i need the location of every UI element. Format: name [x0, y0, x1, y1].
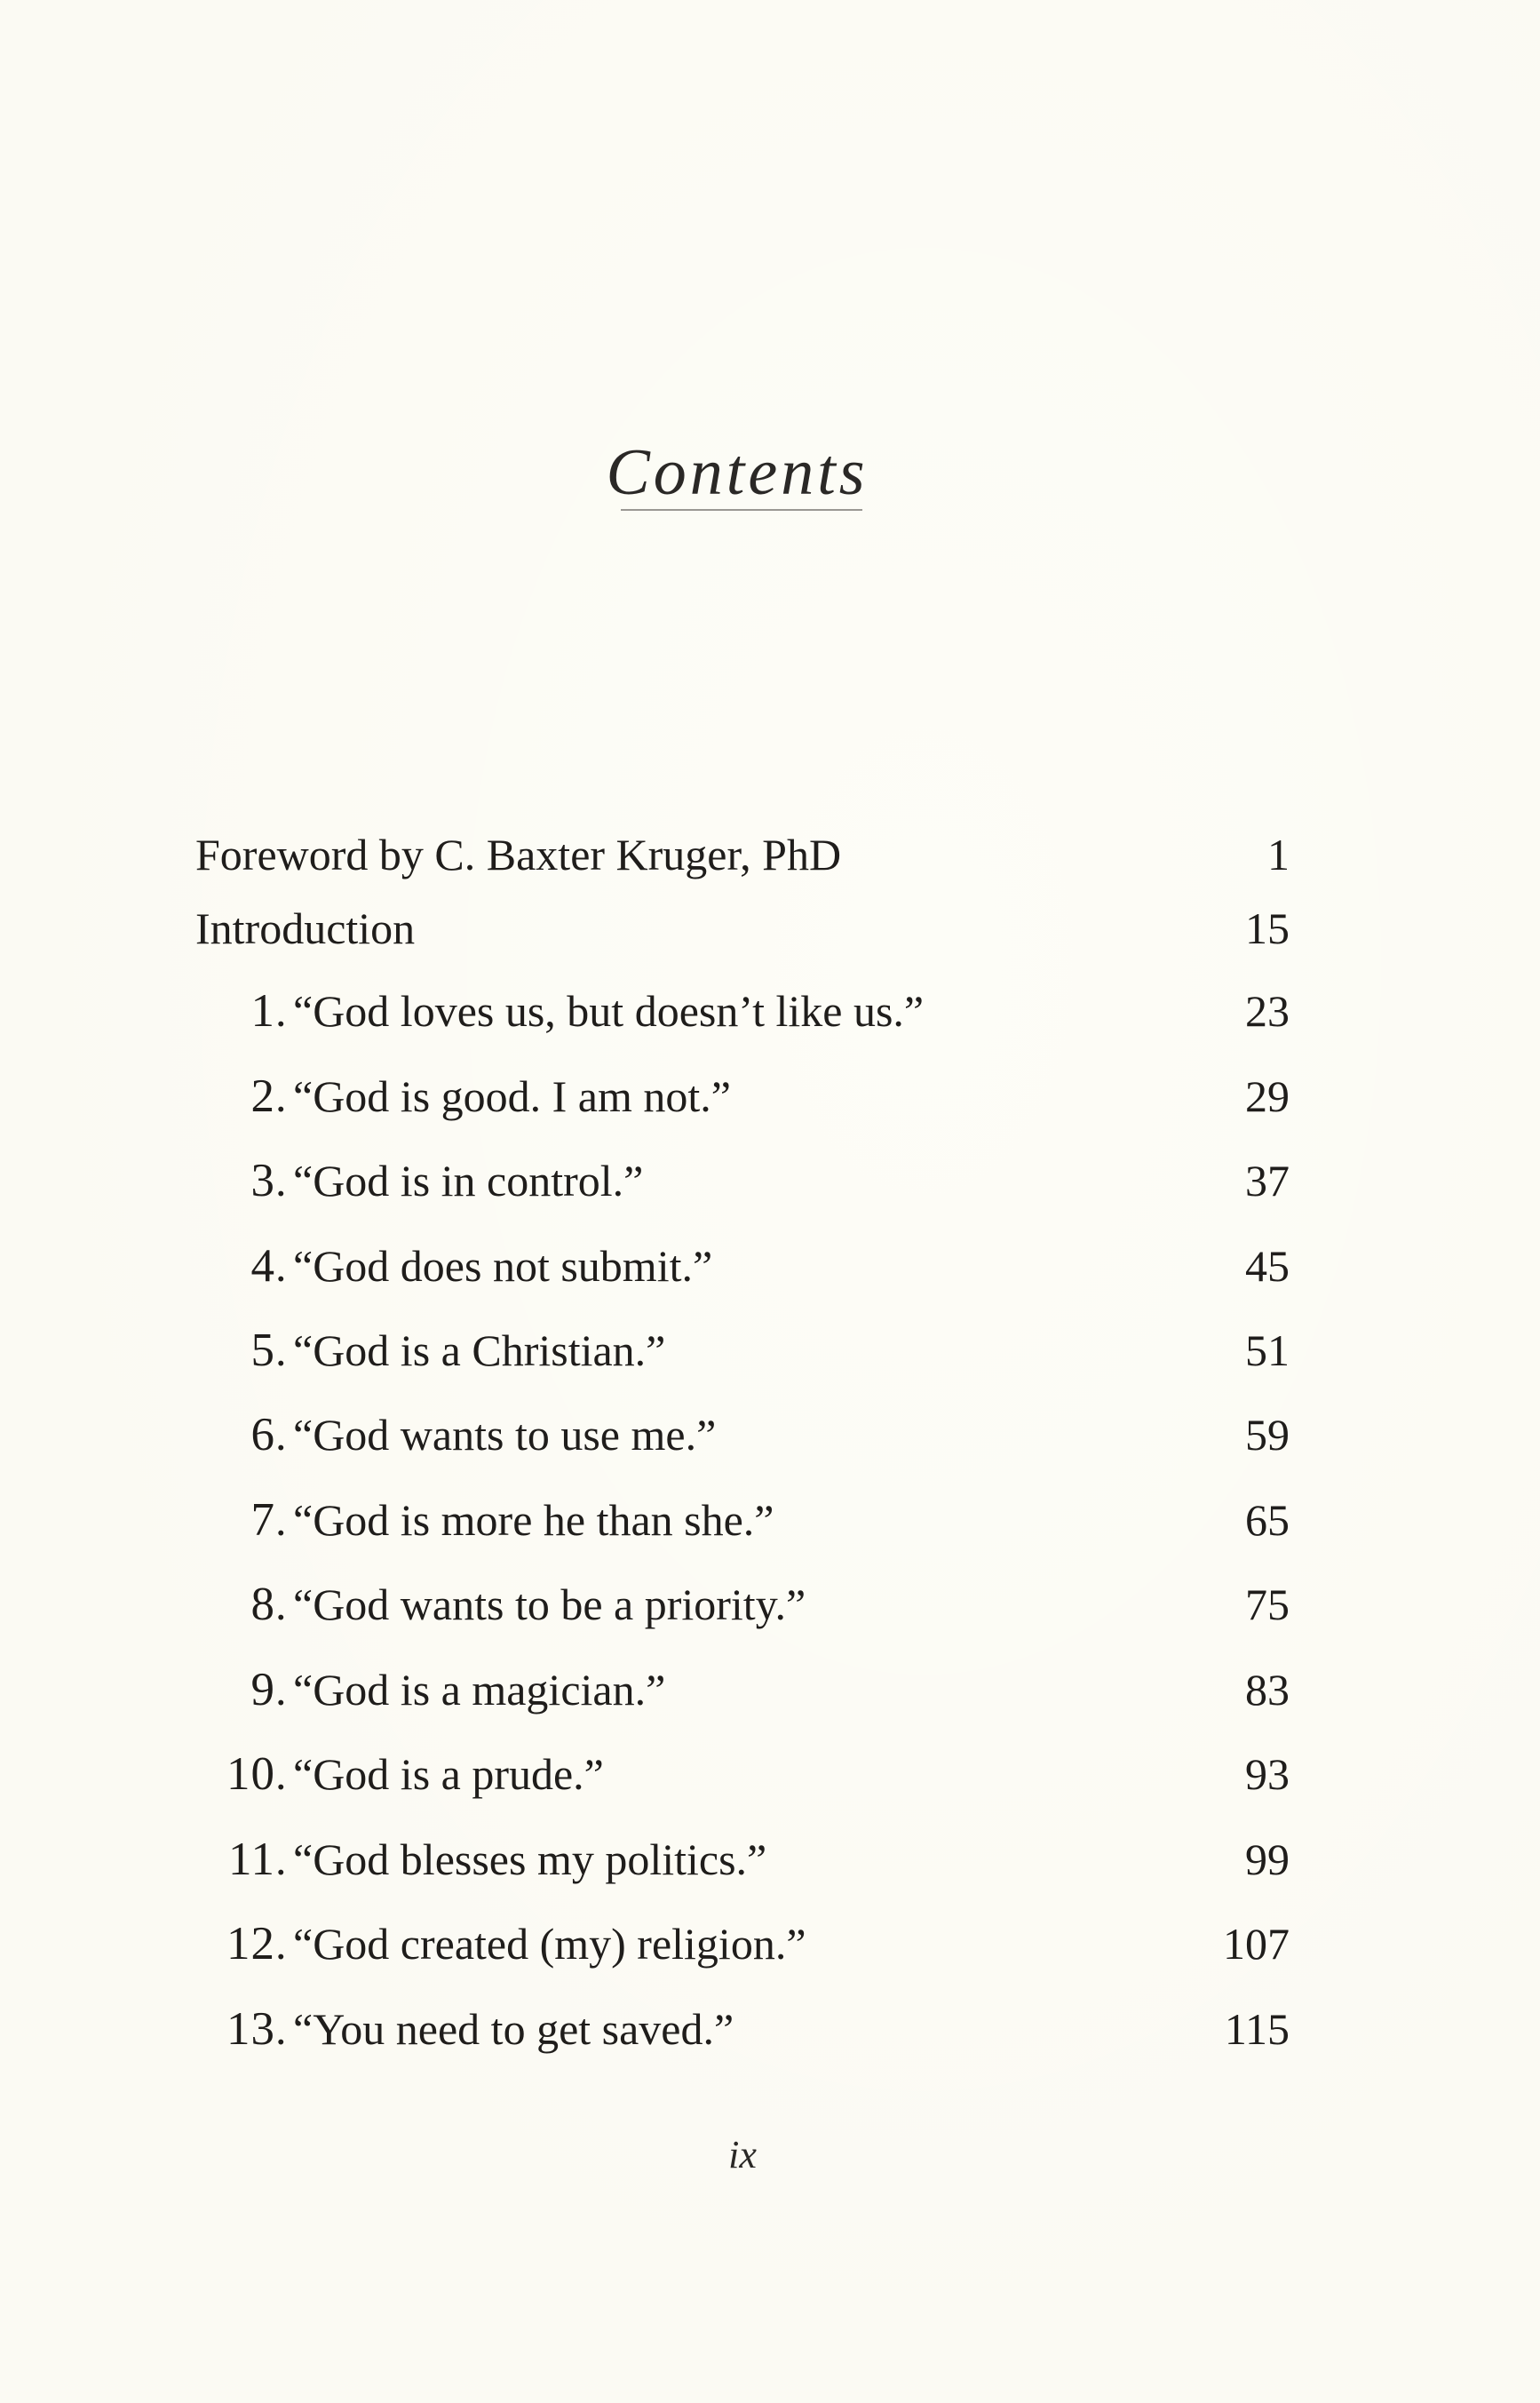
page-number-folio: ix	[728, 2133, 757, 2176]
chapter-title: “God blesses my politics.”	[293, 1834, 767, 1884]
chapter-title: “You need to get saved.”	[293, 2004, 734, 2054]
chapter-number: 9	[250, 1664, 275, 1715]
chapter-number: 7	[250, 1494, 275, 1546]
chapter-title: “God wants to be a priority.”	[293, 1579, 806, 1629]
chapter-page: 93	[1245, 1749, 1290, 1799]
chapter-page: 29	[1245, 1071, 1290, 1121]
chapter-title: “God created (my) religion.”	[293, 1919, 806, 1969]
chapter-page: 23	[1245, 986, 1290, 1036]
chapter-page: 65	[1245, 1495, 1290, 1545]
toc-entry-chapter-6[interactable]	[0, 1395, 1540, 1475]
toc-entry-chapter-5[interactable]	[0, 1310, 1540, 1390]
toc-entry-chapter-1[interactable]	[0, 971, 1540, 1051]
toc-entry-chapter-3[interactable]	[0, 1141, 1540, 1221]
toc-entry-chapter-10[interactable]	[0, 1734, 1540, 1814]
chapter-number-dot: .	[275, 1241, 287, 1291]
chapter-number: 6	[250, 1409, 275, 1460]
chapter-number: 13	[226, 2003, 275, 2055]
toc-entry-chapter-7[interactable]	[0, 1480, 1540, 1560]
chapter-number-dot: .	[275, 1834, 287, 1884]
chapter-number-dot: .	[275, 1156, 287, 1205]
chapter-title: “God does not submit.”	[293, 1241, 713, 1291]
toc-entry-chapter-13[interactable]	[0, 1989, 1540, 2069]
chapter-number: 12	[226, 1918, 275, 1969]
chapter-number: 8	[250, 1579, 275, 1630]
toc-entry-chapter-12[interactable]	[0, 1904, 1540, 1984]
chapter-number-dot: .	[275, 1919, 287, 1969]
toc-entry-chapter-9[interactable]	[0, 1650, 1540, 1730]
chapter-title: “God is good. I am not.”	[293, 1071, 731, 1121]
toc-entry-page: 1	[1267, 830, 1290, 879]
chapter-number-dot: .	[275, 1495, 287, 1545]
toc-entry-foreword[interactable]	[0, 815, 1540, 895]
chapter-number-dot: .	[275, 1410, 287, 1460]
chapter-number-dot: .	[275, 2004, 287, 2054]
chapter-page: 99	[1245, 1834, 1290, 1884]
chapter-title: “God is a Christian.”	[293, 1325, 666, 1375]
chapter-number: 2	[250, 1070, 275, 1122]
chapter-number: 3	[250, 1155, 275, 1206]
chapter-page: 107	[1223, 1919, 1290, 1969]
chapter-page: 115	[1224, 2004, 1290, 2054]
chapter-title: “God is a magician.”	[293, 1665, 666, 1715]
chapter-title: “God is a prude.”	[293, 1749, 604, 1799]
chapter-title: “God is more he than she.”	[293, 1495, 774, 1545]
toc-entry-chapter-8[interactable]	[0, 1564, 1540, 1644]
chapter-number-dot: .	[275, 1071, 287, 1121]
chapter-number-dot: .	[275, 1579, 287, 1629]
chapter-title: “God wants to use me.”	[293, 1410, 717, 1460]
chapter-page: 51	[1245, 1325, 1290, 1375]
chapter-page: 59	[1245, 1410, 1290, 1460]
toc-entry-label: Foreword by C. Baxter Kruger, PhD	[195, 830, 842, 879]
toc-entry-label: Introduction	[195, 903, 416, 953]
chapter-number: 10	[226, 1748, 275, 1800]
toc-entry-chapter-11[interactable]	[0, 1819, 1540, 1899]
chapter-number: 11	[227, 1834, 275, 1885]
toc-entry-introduction[interactable]	[0, 888, 1540, 968]
page-title: Contents	[606, 435, 869, 509]
chapter-number: 1	[250, 985, 275, 1037]
chapter-page: 45	[1245, 1241, 1290, 1291]
chapter-page: 37	[1245, 1156, 1290, 1205]
chapter-page: 83	[1245, 1665, 1290, 1715]
toc-entry-chapter-4[interactable]	[0, 1226, 1540, 1306]
chapter-title: “God loves us, but doesn’t like us.”	[293, 986, 925, 1036]
toc-entry-page: 15	[1245, 903, 1290, 953]
chapter-number: 4	[250, 1240, 275, 1292]
chapter-number-dot: .	[275, 1749, 287, 1799]
chapter-number: 5	[250, 1325, 275, 1376]
toc-entry-chapter-2[interactable]	[0, 1056, 1540, 1136]
chapter-number-dot: .	[275, 1665, 287, 1715]
chapter-number-dot: .	[275, 986, 287, 1036]
chapter-title: “God is in control.”	[293, 1156, 644, 1205]
chapter-page: 75	[1245, 1579, 1290, 1629]
chapter-number-dot: .	[275, 1325, 287, 1375]
